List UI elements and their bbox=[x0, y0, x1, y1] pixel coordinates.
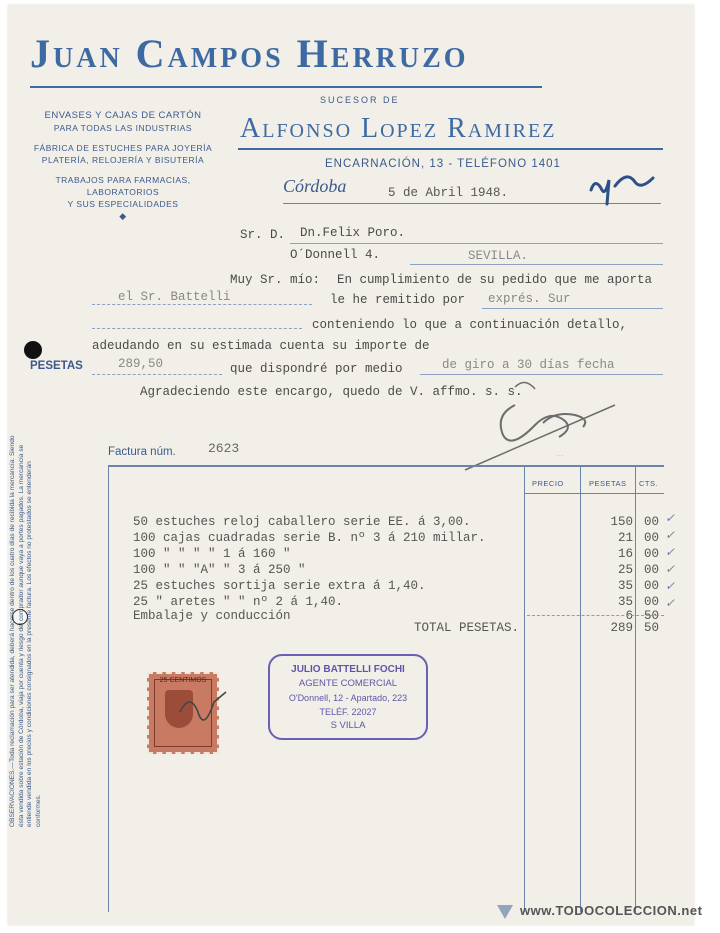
closing-line: Agradeciendo este encargo, quedo de V. affmo. s. s. bbox=[140, 385, 523, 399]
invoice-row-pesetas: 25 bbox=[617, 563, 633, 577]
recipient-title: Sr. D. bbox=[240, 228, 286, 242]
tagline-line: TRABAJOS PARA FARMACIAS, bbox=[55, 175, 191, 185]
invoice-row-text: 25 " aretes " " nº 2 á 1,40. bbox=[133, 595, 344, 609]
invoice-row-cts: 50 bbox=[644, 609, 660, 623]
pesetas-label: PESETAS bbox=[30, 360, 83, 372]
successor-label: SUCESOR DE bbox=[320, 95, 400, 105]
body-line-4: adeudando en su estimada cuenta su importe de bbox=[92, 339, 430, 353]
check-marks: ✓ ✓ ✓ ✓ ✓ ✓ bbox=[665, 511, 676, 610]
successor-name: Alfonso Lopez Ramirez bbox=[240, 113, 557, 144]
referrer-name: el Sr. Battelli bbox=[118, 290, 231, 304]
initials-signature-icon bbox=[585, 160, 660, 210]
invoice-row-text: 100 " " "A" " 3 á 250 " bbox=[133, 563, 306, 577]
tagline-line: ENVASES Y CAJAS DE CARTÓN bbox=[44, 110, 202, 121]
invoice-number: 2623 bbox=[208, 441, 240, 456]
title-underline bbox=[30, 86, 542, 88]
dotted-line bbox=[92, 373, 222, 375]
tagline-line: PLATERÍA, RELOJERÍA Y BISUTERÍA bbox=[41, 155, 205, 165]
body-line-2: le he remitido por bbox=[330, 293, 466, 307]
stamp-city: S VILLA bbox=[330, 720, 366, 731]
todocoleccion-logo-icon bbox=[493, 899, 517, 923]
tagline-line: PARA TODAS LAS INDUSTRIAS bbox=[53, 123, 193, 133]
city-label: Córdoba bbox=[283, 176, 347, 196]
tagline-line: Y SUS ESPECIALIDADES bbox=[67, 199, 179, 209]
col-precio: PRECIO bbox=[532, 479, 564, 488]
punch-hole bbox=[24, 341, 42, 359]
tagline-line: FÁBRICA DE ESTUCHES PARA JOYERÍA bbox=[33, 143, 213, 153]
recipient-line bbox=[290, 243, 663, 244]
invoice-row-cts: 00 bbox=[644, 547, 660, 561]
invoice-row-cts: 00 bbox=[644, 579, 660, 593]
tagline-line: LABORATORIOS bbox=[86, 187, 160, 197]
stamp-phone: 22027 bbox=[351, 707, 377, 717]
body-line-5: que dispondré por medio bbox=[230, 362, 403, 376]
stamp-name: JULIO BATTELLI FOCHI bbox=[291, 664, 405, 675]
cancellation-mark-icon bbox=[170, 682, 240, 742]
shipping-method: exprés. Sur bbox=[488, 292, 571, 306]
letter-date: 5 de Abril 1948. bbox=[388, 186, 509, 200]
col-cts: CTS. bbox=[639, 479, 659, 488]
invoice-row-text: 50 estuches reloj caballero serie EE. á 3,00. bbox=[133, 515, 471, 529]
invoice-total-pesetas: 289 bbox=[610, 621, 633, 635]
col-pesetas: PESETAS bbox=[589, 479, 627, 488]
watermark: www.TODOCOLECCION.net bbox=[520, 903, 703, 918]
sum-line bbox=[527, 615, 664, 617]
recipient-street: O´Donnell 4. bbox=[290, 248, 381, 262]
invoice-total-cts: 50 bbox=[644, 621, 660, 635]
invoice-row-pesetas: 150 bbox=[610, 515, 633, 529]
dotted-line bbox=[92, 327, 302, 329]
company-name: Juan Campos Herruzo bbox=[30, 31, 469, 76]
invoice-total-label: TOTAL PESETAS. bbox=[414, 621, 520, 635]
invoice-row-cts: 00 bbox=[644, 515, 660, 529]
invoice-row-text: 100 " " " " 1 á 160 " bbox=[133, 547, 291, 561]
column-divider bbox=[524, 467, 525, 912]
invoice-label: Factura núm. bbox=[108, 446, 176, 458]
successor-underline bbox=[238, 148, 663, 150]
invoice-row-pesetas: 21 bbox=[617, 531, 633, 545]
agent-stamp bbox=[268, 654, 428, 740]
company-address: ENCARNACIÓN, 13 - TELÉFONO 1401 bbox=[325, 158, 561, 170]
invoice-row-cts: 00 bbox=[644, 563, 660, 577]
stamp-role: AGENTE COMERCIAL bbox=[298, 678, 398, 689]
invoice-row-pesetas: 16 bbox=[617, 547, 633, 561]
city-line bbox=[410, 264, 663, 265]
diamond-icon: ◆ bbox=[119, 211, 127, 221]
column-divider bbox=[635, 467, 636, 912]
observations-text: OBSERVACIONES.—Toda reclamación para ser atendida, deberá hacerse dentro de los cuatro días de recibida la mercancía. Siendo ésta vendida sobre estación de Córdoba, viaja por cuenta y riesgo del comprador aunque vaya a portes pagados. La mercancía se entiende vendida en los precios y condiciones consignados en la presente factura. Los efectos no protestados se entenderán conformes. bbox=[9, 435, 42, 827]
invoice-row-cts: 00 bbox=[644, 531, 660, 545]
invoice-row-pesetas: 35 bbox=[617, 595, 633, 609]
invoice-row-text: 100 cajas cuadradas serie B. nº 3 á 210 millar. bbox=[133, 531, 486, 545]
payment-terms: de giro a 30 días fecha bbox=[442, 358, 615, 372]
header-line bbox=[524, 493, 664, 494]
revenue-stamp-label: 25 CENTIMOS bbox=[159, 677, 207, 684]
company-tagline bbox=[28, 110, 218, 222]
body-line-1: En cumplimiento de su pedido que me aporta bbox=[337, 273, 653, 287]
invoice-row-pesetas: 35 bbox=[617, 579, 633, 593]
invoice-row-text: Embalaje y conducción bbox=[133, 609, 291, 623]
body-line-3: conteniendo lo que a continuación detallo, bbox=[312, 318, 628, 332]
invoice-row-text: 25 estuches sortija serie extra á 1,40. bbox=[133, 579, 426, 593]
stamp-phone-label: TELÉF. bbox=[319, 707, 349, 717]
shipping-line bbox=[482, 308, 663, 309]
invoice-row-cts: 00 bbox=[644, 595, 660, 609]
printer-mark: ····· bbox=[556, 453, 564, 458]
stamp-address: O'Donnell, 12 - Apartado, 223 bbox=[288, 693, 408, 703]
recipient-name: Dn.Felix Poro. bbox=[300, 226, 406, 240]
recipient-city: SEVILLA. bbox=[468, 249, 529, 263]
invoice-row-pesetas: 6 bbox=[625, 609, 633, 623]
pesetas-value: 289,50 bbox=[118, 357, 164, 371]
salutation: Muy Sr. mío: bbox=[230, 273, 321, 287]
